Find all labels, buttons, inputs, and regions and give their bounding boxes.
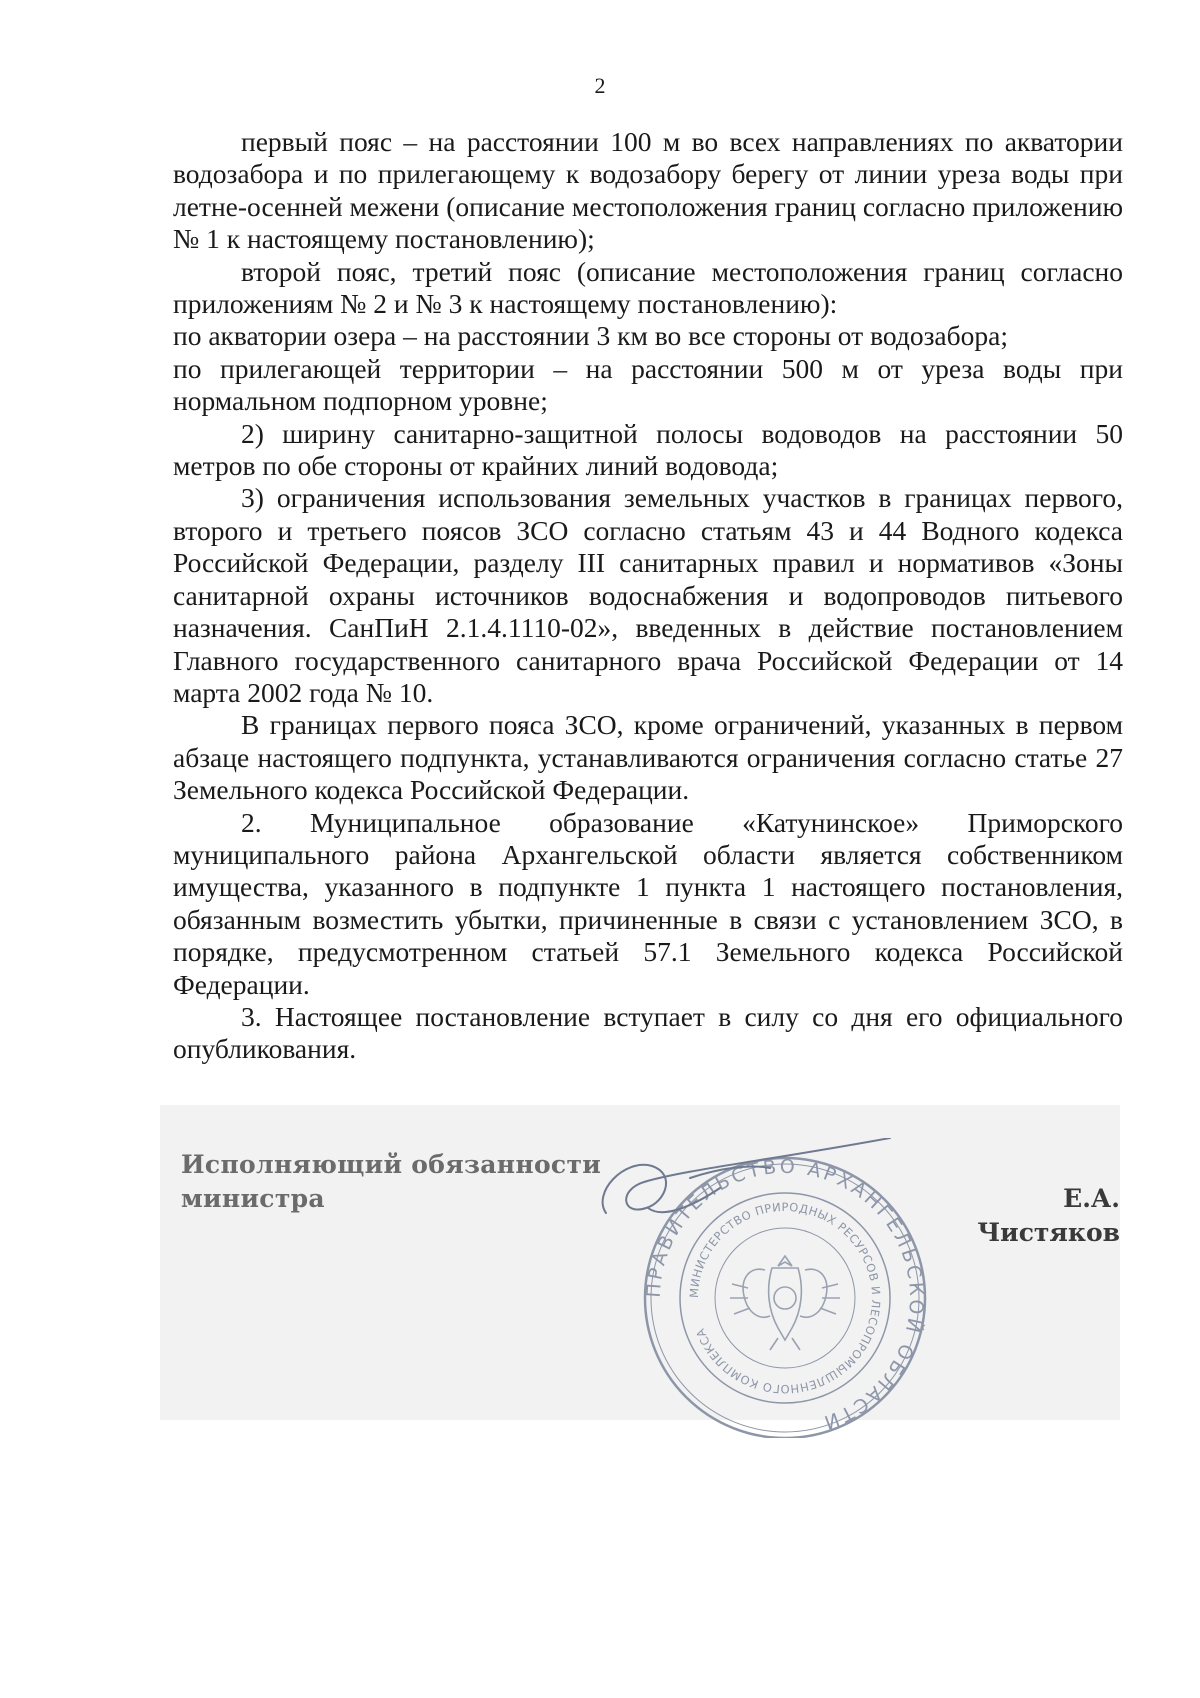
paragraph-effective-date: 3. Настоящее постановление вступает в силу со дня его официального опубликования.	[173, 1000, 1123, 1065]
paragraph-lake-area: по акватории озера – на расстоянии 3 км во все стороны от водозабора;	[173, 320, 1008, 352]
paragraph-second-third-zone: второй пояс, третий пояс (описание местоположения границ согласно приложениям № 2 и № 3 к настоящему постановлению):	[173, 255, 1123, 320]
paragraph-adjacent-territory: по прилегающей территории – на расстоянии 500 м от уреза воды при нормальном подпорном уровне;	[173, 352, 1123, 417]
signatory-position-line2: министра	[181, 1184, 325, 1213]
seal-inner-textpath: МИНИСТЕРСТВО ПРИРОДНЫХ РЕСУРСОВ И ЛЕСОПРОМЫШЛЕННОГО КОМПЛЕКСА	[686, 1199, 884, 1397]
seal-outer-textpath: ПРАВИТЕЛЬСТВО АРХАНГЕЛЬСКОЙ ОБЛАСТИ	[642, 1155, 928, 1435]
signatory-name: Е.А. Чистяков	[977, 1184, 1120, 1247]
signatory-position	[181, 1148, 601, 1216]
paragraph-first-zone: первый пояс – на расстоянии 100 м во всех направлениях по акватории водозабора и по прилегающему к водозабору берегу от линии уреза воды при летне-осенней межени (описание местоположения границ согласно приложению № 1 к настоящему постановлению);	[173, 126, 1123, 255]
paragraph-municipality: 2. Муниципальное образование «Катунинское» Приморского муниципального района Архангельской области является собственником имущества, указанного в подпункте 1 пункта 1 настоящего постановления, обязанным возместить убытки, причиненные в связи с установлением ЗСО, в порядке, предусмотренном статьей 57.1 Земельного кодекса Российской Федерации.	[173, 806, 1123, 1000]
paragraph-first-zone-restrictions: В границах первого пояса ЗСО, кроме ограничений, указанных в первом абзаце настоящего подпункта, устанавливаются ограничения согласно статье 27 Земельного кодекса Российской Федерации.	[173, 709, 1123, 806]
paragraph-land-use-restrictions: 3) ограничения использования земельных участков в границах первого, второго и третьего поясов ЗСО согласно статьям 43 и 44 Водного кодекса Российской Федерации, разделу III санитарных правил и нормативов «Зоны санитарной охраны источников водоснабжения и водопроводов питьевого назначения. СанПиН 2.1.4.1110-02», введенных в действие постановлением Главного государственного санитарного врача Российской Федерации от 14 марта 2002 года № 10.	[173, 482, 1123, 708]
coat-of-arms-emblem-icon	[730, 1256, 840, 1350]
document-body	[173, 126, 1123, 1066]
page-number: 2	[594, 73, 606, 98]
paragraph-protective-strip: 2) ширину санитарно-защитной полосы водоводов на расстоянии 50 метров по обе стороны от крайних линий водовода;	[173, 417, 1123, 482]
signatory-position-line1: Исполняющий обязанности	[181, 1150, 602, 1179]
seal-inner-text	[687, 1200, 883, 1396]
